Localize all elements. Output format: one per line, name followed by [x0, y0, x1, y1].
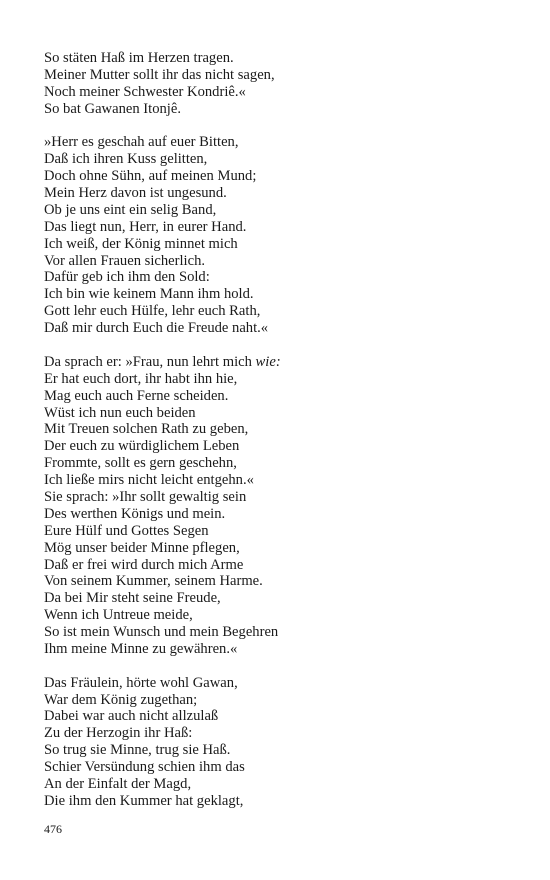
verse-line: Die ihm den Kummer hat geklagt,: [44, 792, 244, 809]
verse-line: Doch ohne Sühn, auf meinen Mund;: [44, 168, 257, 185]
verse-line: Vor allen Frauen sicherlich.: [44, 252, 206, 269]
verse-line: Dabei war auch nicht allzulaß: [44, 708, 219, 725]
verse-line: Frommte, sollt es gern geschehn,: [44, 455, 237, 472]
verse-line: Noch meiner Schwester Kondriê.«: [44, 83, 246, 100]
page-number: 476: [44, 822, 62, 836]
stanza-3: [44, 354, 514, 658]
verse-line: Des werthen Königs und mein.: [44, 505, 226, 522]
verse-line: So trug sie Minne, trug sie Haß.: [44, 742, 231, 759]
verse-line: Mög unser beider Minne pflegen,: [44, 539, 240, 556]
verse-line: Meiner Mutter sollt ihr das nicht sagen,: [44, 66, 275, 83]
verse-line: Das liegt nun, Herr, in eurer Hand.: [44, 218, 247, 235]
verse-line: Ich ließe mirs nicht leicht entgehn.«: [44, 472, 254, 489]
stanza-4: [44, 675, 514, 810]
verse-line: Gott lehr euch Hülfe, lehr euch Rath,: [44, 303, 261, 320]
verse-line: Er hat euch dort, ihr habt ihn hie,: [44, 370, 238, 387]
verse-line: War dem König zugethan;: [44, 691, 198, 708]
verse-line: Mit Treuen solchen Rath zu geben,: [44, 421, 249, 438]
verse-line: Das Fräulein, hörte wohl Gawan,: [44, 674, 238, 691]
verse-line: So ist mein Wunsch und mein Begehren: [44, 624, 279, 641]
verse-line: So stäten Haß im Herzen tragen.: [44, 50, 234, 66]
verse-emphasis: wie:: [255, 353, 281, 370]
poem-page: [44, 50, 514, 827]
verse-line: Der euch zu würdiglichem Leben: [44, 438, 240, 455]
verse-line: Sie sprach: »Ihr sollt gewaltig sein: [44, 488, 247, 505]
stanza-1: [44, 50, 514, 118]
verse-line: [44, 354, 514, 371]
verse-line: Da bei Mir steht seine Freude,: [44, 590, 221, 607]
verse-line: Ich weiß, der König minnet mich: [44, 235, 238, 252]
verse-line: Mag euch auch Ferne scheiden.: [44, 387, 229, 404]
verse-line: Ob je uns eint ein selig Band,: [44, 201, 217, 218]
verse-line: Zu der Herzogin ihr Haß:: [44, 725, 193, 742]
verse-line: Wenn ich Untreue meide,: [44, 607, 193, 624]
verse-line: »Herr es geschah auf euer Bitten,: [44, 134, 239, 151]
verse-line-text: Da sprach er: »Frau, nun lehrt mich: [44, 353, 256, 370]
verse-line: Eure Hülf und Gottes Segen: [44, 522, 209, 539]
verse-line: Daß ich ihren Kuss gelitten,: [44, 151, 208, 168]
verse-line: Daß er frei wird durch mich Arme: [44, 556, 244, 573]
verse-line: Schier Versündung schien ihm das: [44, 759, 245, 776]
verse-line: Mein Herz davon ist ungesund.: [44, 185, 227, 202]
verse-line: Ihm meine Minne zu gewähren.«: [44, 640, 238, 657]
verse-line: So bat Gawanen Itonjê.: [44, 100, 181, 117]
verse-line: Von seinem Kummer, seinem Harme.: [44, 573, 263, 590]
verse-line: Ich bin wie keinem Mann ihm hold.: [44, 286, 254, 303]
verse-line: Daß mir durch Euch die Freude naht.«: [44, 320, 269, 337]
verse-line: Dafür geb ich ihm den Sold:: [44, 269, 210, 286]
stanza-2: [44, 134, 514, 337]
verse-line: An der Einfalt der Magd,: [44, 776, 192, 793]
verse-line: Wüst ich nun euch beiden: [44, 404, 196, 421]
